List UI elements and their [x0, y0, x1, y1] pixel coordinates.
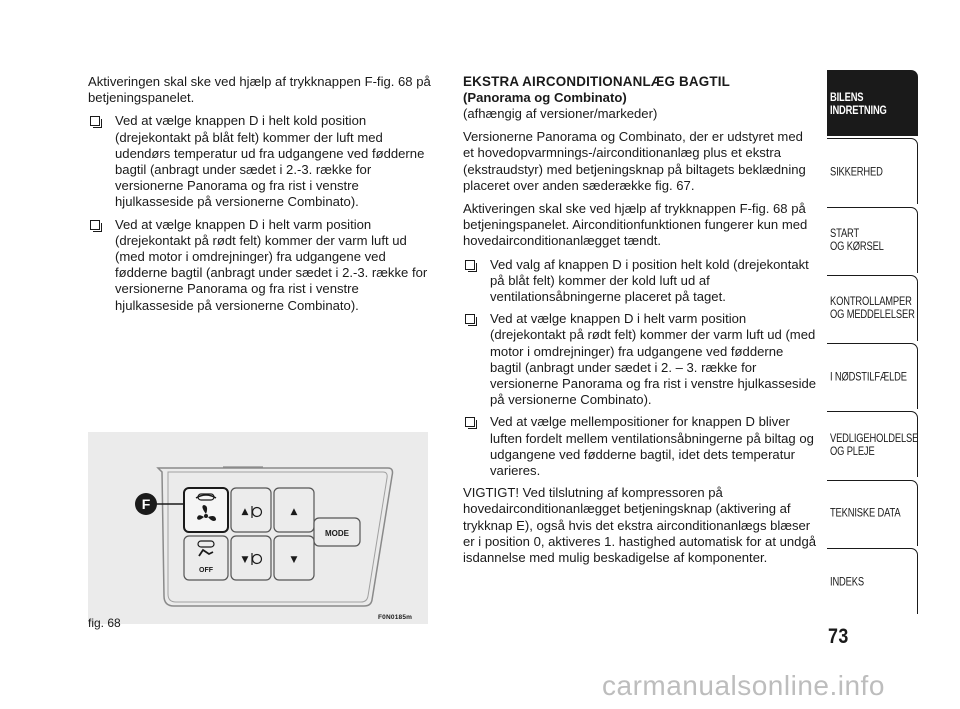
right-bullet-text: Ved at vælge mellempositioner for knappen D bliver luften fordelt mellem ventilationsåbningerne på biltag og udgangene ved fødderne bagtil, idet dets temperatur varieres.: [490, 414, 814, 479]
chapter-tab-label: KONTROLLAMPER OG MEDDELELSER: [830, 294, 915, 322]
callout-f-label: F: [141, 496, 151, 512]
left-bullet-text: Ved at vælge knappen D i helt varm position (drejekontakt på rødt felt) kommer der varm luft ud (med motor i omdrejninger) fra udgangene ved fødderne bagtil (anbragt under sædet i 2.-3. række for versionerne Panorama og fra rist i venstre hjulkasseside på versionerne Combinato).: [115, 216, 428, 313]
right-bullet-item: [463, 311, 817, 408]
triangle-up-icon: ▲: [241, 507, 249, 517]
section-subheading: (Panorama og Combinato): [463, 90, 627, 105]
off-label: OFF: [199, 567, 213, 574]
chapter-sidebar: [827, 70, 918, 616]
triangle-up-icon: ▲: [290, 507, 298, 517]
section-heading: EKSTRA AIRCONDITIONANLÆG BAGTIL: [463, 74, 731, 89]
chapter-tab[interactable]: [827, 275, 918, 341]
section-note: (afhængig af versioner/markeder): [463, 106, 658, 121]
right-bullet-item: [463, 414, 817, 479]
chapter-tab-label: VEDLIGEHOLDELSE OG PLEJE: [830, 430, 919, 458]
figure-code: F0N0185m: [378, 614, 413, 621]
chapter-tab-label: I NØDSTILFÆLDE: [830, 369, 907, 384]
right-bullet-item: [463, 257, 817, 306]
checkbox-bullet-icon: [90, 220, 100, 230]
chapter-tab[interactable]: [827, 343, 918, 409]
left-bullet-list: [88, 113, 440, 313]
right-bullet-text: Ved at vælge knappen D i helt varm position (drejekontakt på rødt felt) kommer der varm luft ud (med motor i omdrejninger) fra udgangene ved fødderne bagtil (anbragt under sædet i 2. – 3. række for versionerne Panorama og fra rist i venstre hjulkasseside på versionerne Combinato).: [490, 311, 817, 408]
triangle-down-icon: ▼: [290, 555, 298, 565]
chapter-tab-label: BILENS INDRETNING: [830, 89, 887, 117]
control-panel-figure: [88, 432, 428, 624]
figure-caption: fig. 68: [88, 616, 121, 630]
left-bullet-item: [88, 217, 440, 314]
checkbox-bullet-icon: [90, 116, 100, 126]
right-paragraph-2: Aktiveringen skal ske ved hjælp af trykknappen F-fig. 68 på betjeningspanelet. Airconditionfunktionen fungerer kun med hovedairconditionanlægget tændt.: [463, 201, 808, 249]
triangle-down-icon: ▼: [241, 555, 249, 565]
checkbox-bullet-icon: [465, 417, 475, 427]
page-number: 73: [828, 625, 849, 648]
checkbox-bullet-icon: [465, 314, 475, 324]
right-bullet-list: [463, 257, 817, 480]
temperature-up-button[interactable]: [231, 488, 271, 532]
left-bullet-text: Ved at vælge knappen D i helt kold position (drejekontakt på blåt felt) kommer der luft med udendørs temperatur ud fra udgangene ved fødderne bagtil (anbragt under sædet i 2.-3. række for versionerne Panorama og fra rist i venstre hjulkasseside på versionerne Combinato).: [115, 113, 425, 210]
chapter-tab[interactable]: [827, 70, 918, 136]
chapter-tab[interactable]: [827, 411, 918, 477]
chapter-tab-label: TEKNISKE DATA: [830, 505, 901, 520]
chapter-tab[interactable]: [827, 138, 918, 204]
chapter-tab[interactable]: [827, 480, 918, 546]
watermark: carmanualsonline.info: [602, 670, 885, 701]
left-intro-paragraph: Aktiveringen skal ske ved hjælp af trykknappen F-fig. 68 på betjeningspanelet.: [88, 74, 431, 106]
left-text-column: [88, 74, 440, 320]
right-paragraph-1: Versionerne Panorama og Combinato, der er udstyret med et hovedopvarmnings-/airconditionanlæg plus et ekstra (ekstraudstyr) med betjeningsknap på biltagets beklædning placeret over anden sæderække fig. 67.: [463, 129, 806, 193]
right-text-column: [463, 74, 817, 573]
control-panel-illustration: [88, 432, 428, 624]
right-bullet-text: Ved valg af knappen D i position helt kold (drejekontakt på blåt felt) kommer der kold luft ud af ventilationsåbningerne placeret på taget.: [490, 256, 809, 305]
temperature-down-button[interactable]: [231, 536, 271, 580]
left-bullet-item: [88, 113, 440, 210]
chapter-tab[interactable]: [827, 207, 918, 273]
warning-paragraph: VIGTIGT! Ved tilslutning af kompressoren på hovedairconditionanlægget betjeningsknap (aktivering af trykknap E), også hvis det ekstra airconditionanlægs blæser er i position 0, aktiveres 1. hastighed automatisk for at undgå isdannelse med mulig beskadigelse af komponenter.: [463, 485, 817, 566]
chapter-tab-label: START OG KØRSEL: [830, 226, 884, 254]
mode-label: MODE: [325, 529, 349, 538]
checkbox-bullet-icon: [465, 260, 475, 270]
chapter-tab-label: SIKKERHED: [830, 164, 883, 179]
chapter-tab[interactable]: [827, 548, 918, 614]
chapter-tab-label: INDEKS: [830, 574, 864, 589]
